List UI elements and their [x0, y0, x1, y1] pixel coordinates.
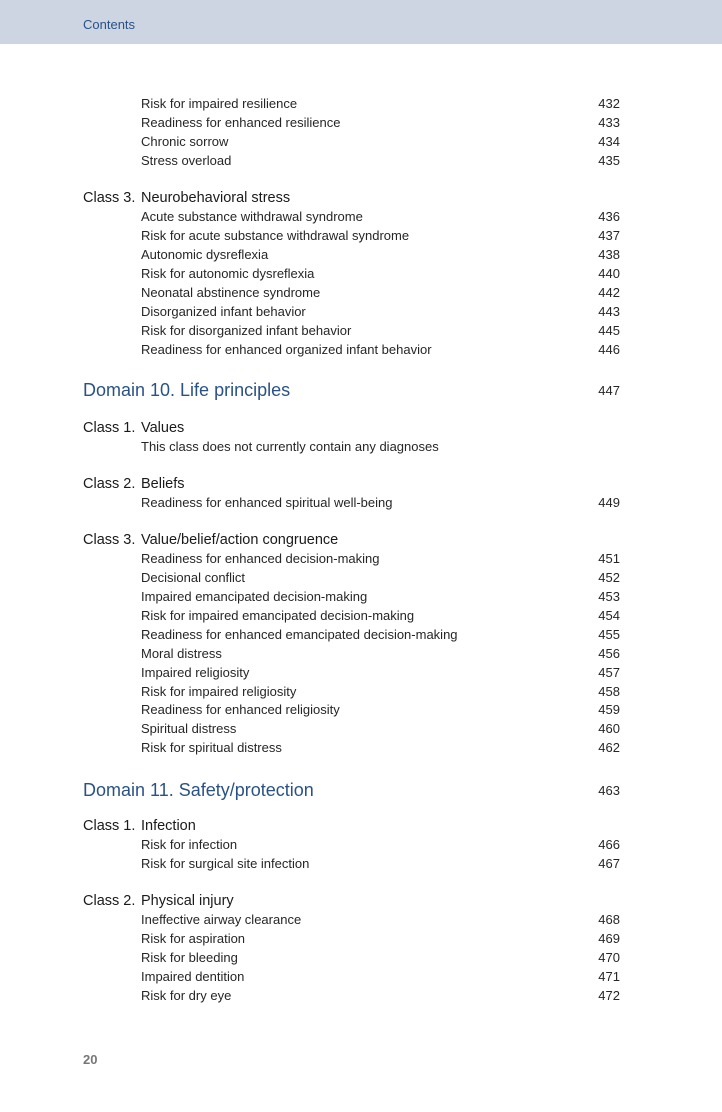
toc-entry-page: 472	[598, 988, 620, 1003]
class-number: Class 1.	[83, 420, 136, 436]
toc-entry	[0, 323, 722, 342]
toc-entry-label: Risk for impaired emancipated decision-making	[141, 608, 415, 623]
class-title: Value/belief/action congruence	[141, 532, 339, 548]
class-number: Class 1.	[83, 818, 136, 834]
class-title: Values	[141, 420, 185, 436]
toc-entry-label: Autonomic dysreflexia	[141, 247, 269, 262]
toc-entry-page: 435	[598, 153, 620, 168]
toc-entry-label: Risk for bleeding	[141, 950, 238, 965]
class-number: Class 3.	[83, 532, 136, 548]
toc-entry-label: Risk for autonomic dysreflexia	[141, 266, 315, 281]
toc-entry	[0, 551, 722, 570]
toc-entry-label: Risk for aspiration	[141, 931, 246, 946]
class-title: Neurobehavioral stress	[141, 190, 291, 206]
toc-entry-page: 442	[598, 285, 620, 300]
toc-class-heading	[0, 420, 722, 439]
toc-entry	[0, 153, 722, 172]
toc-entry-label: Risk for spiritual distress	[141, 740, 282, 755]
toc-entry	[0, 969, 722, 988]
toc-entry-label: Risk for dry eye	[141, 988, 232, 1003]
toc-entry-label: Risk for surgical site infection	[141, 856, 310, 871]
toc-entry	[0, 665, 722, 684]
toc-entry	[0, 931, 722, 950]
toc-class-heading	[0, 532, 722, 551]
toc-entry-page: 471	[598, 969, 620, 984]
class-number: Class 3.	[83, 190, 136, 206]
toc-entry-page: 457	[598, 665, 620, 680]
class-title: Infection	[141, 818, 196, 834]
toc-entry-page: 458	[598, 684, 620, 699]
toc-entry-label: Neonatal abstinence syndrome	[141, 285, 321, 300]
toc-entry-label: Readiness for enhanced emancipated decision-making	[141, 627, 458, 642]
toc-entry	[0, 342, 722, 361]
toc-entry-page: 459	[598, 702, 620, 717]
toc-entry-label: Readiness for enhanced decision-making	[141, 551, 380, 566]
toc-entry	[0, 608, 722, 627]
toc-entry-label: Decisional conflict	[141, 570, 246, 585]
class-number: Class 2.	[83, 893, 136, 909]
toc-entry	[0, 702, 722, 721]
toc-entry-label: Impaired emancipated decision-making	[141, 589, 368, 604]
toc-entry-label: Acute substance withdrawal syndrome	[141, 209, 363, 224]
toc-entry-label: Impaired dentition	[141, 969, 245, 984]
toc-entry-page: 456	[598, 646, 620, 661]
toc-entry	[0, 912, 722, 931]
toc-entry	[0, 627, 722, 646]
toc-entry-page: 446	[598, 342, 620, 357]
toc-entry	[0, 856, 722, 875]
domain-title: Domain 11. Safety/protection	[83, 780, 314, 800]
toc-entry-label: Risk for infection	[141, 837, 238, 852]
toc-entry-label: Readiness for enhanced organized infant behavior	[141, 342, 432, 357]
toc-entry-page: 433	[598, 115, 620, 130]
toc-entry	[0, 285, 722, 304]
toc-entry-page: 445	[598, 323, 620, 338]
class-title: Beliefs	[141, 476, 185, 492]
toc-entry-page: 462	[598, 740, 620, 755]
toc-entry-page: 440	[598, 266, 620, 281]
toc-entry-label: Readiness for enhanced spiritual well-being	[141, 495, 393, 510]
toc-entry-label: Readiness for enhanced religiosity	[141, 702, 340, 717]
toc-entry-page: 468	[598, 912, 620, 927]
running-header-title: Contents	[83, 17, 136, 32]
class-number: Class 2.	[83, 476, 136, 492]
domain-page: 447	[598, 383, 620, 398]
toc-entry-label: Chronic sorrow	[141, 134, 229, 149]
toc-entry-page: 467	[598, 856, 620, 871]
toc-entry-page: 452	[598, 570, 620, 585]
toc-class-heading	[0, 818, 722, 837]
domain-page: 463	[598, 783, 620, 798]
toc-entry	[0, 495, 722, 514]
toc-entry-label: Risk for impaired resilience	[141, 96, 298, 111]
toc-entry-label: Readiness for enhanced resilience	[141, 115, 341, 130]
toc-entry-label: Risk for acute substance withdrawal syndrome	[141, 228, 410, 243]
toc-entry-page: 437	[598, 228, 620, 243]
toc-entry-page: 438	[598, 247, 620, 262]
toc-entry-label: Spiritual distress	[141, 721, 237, 736]
toc-entry	[0, 988, 722, 1007]
toc-entry-label: Stress overload	[141, 153, 232, 168]
toc-entry-label: Disorganized infant behavior	[141, 304, 306, 319]
toc-entry	[0, 837, 722, 856]
toc-domain-heading	[0, 380, 722, 406]
toc-entry-page: 449	[598, 495, 620, 510]
toc-entry	[0, 266, 722, 285]
toc-entry-page: 443	[598, 304, 620, 319]
toc-entry	[0, 96, 722, 115]
toc-entry-page: 436	[598, 209, 620, 224]
toc-entry-label: Ineffective airway clearance	[141, 912, 302, 927]
toc-entry	[0, 721, 722, 740]
toc-entry-page: 470	[598, 950, 620, 965]
toc-entry	[0, 304, 722, 323]
toc-entry-page: 454	[598, 608, 620, 623]
header-bar	[0, 0, 722, 44]
toc-entry	[0, 439, 722, 458]
toc-entry	[0, 570, 722, 589]
toc-entry	[0, 646, 722, 665]
toc-entry	[0, 115, 722, 134]
toc-entry	[0, 950, 722, 969]
toc-entry-page: 434	[598, 134, 620, 149]
toc-entry-label: Risk for impaired religiosity	[141, 684, 297, 699]
toc-entry	[0, 134, 722, 153]
toc-entry-label: This class does not currently contain any diagnoses	[141, 439, 439, 454]
toc-entry-label: Moral distress	[141, 646, 222, 661]
toc-entry	[0, 684, 722, 703]
toc-entry-page: 469	[598, 931, 620, 946]
toc-class-heading	[0, 893, 722, 912]
toc-entry-label: Impaired religiosity	[141, 665, 250, 680]
toc-entry-page: 451	[598, 551, 620, 566]
toc-entry-page: 466	[598, 837, 620, 852]
page-number: 20	[83, 1052, 98, 1067]
domain-title: Domain 10. Life principles	[83, 380, 291, 400]
toc-entry	[0, 247, 722, 266]
toc-class-heading	[0, 190, 722, 209]
toc-entry-label: Risk for disorganized infant behavior	[141, 323, 352, 338]
toc-entry-page: 455	[598, 627, 620, 642]
toc-class-heading	[0, 476, 722, 495]
class-title: Physical injury	[141, 893, 234, 909]
toc-entry-page: 453	[598, 589, 620, 604]
toc-entry	[0, 740, 722, 759]
toc-entry	[0, 228, 722, 247]
toc-domain-heading	[0, 780, 722, 806]
toc-entry-page: 460	[598, 721, 620, 736]
toc-entry-page: 432	[598, 96, 620, 111]
toc-entry	[0, 589, 722, 608]
toc-entry	[0, 209, 722, 228]
